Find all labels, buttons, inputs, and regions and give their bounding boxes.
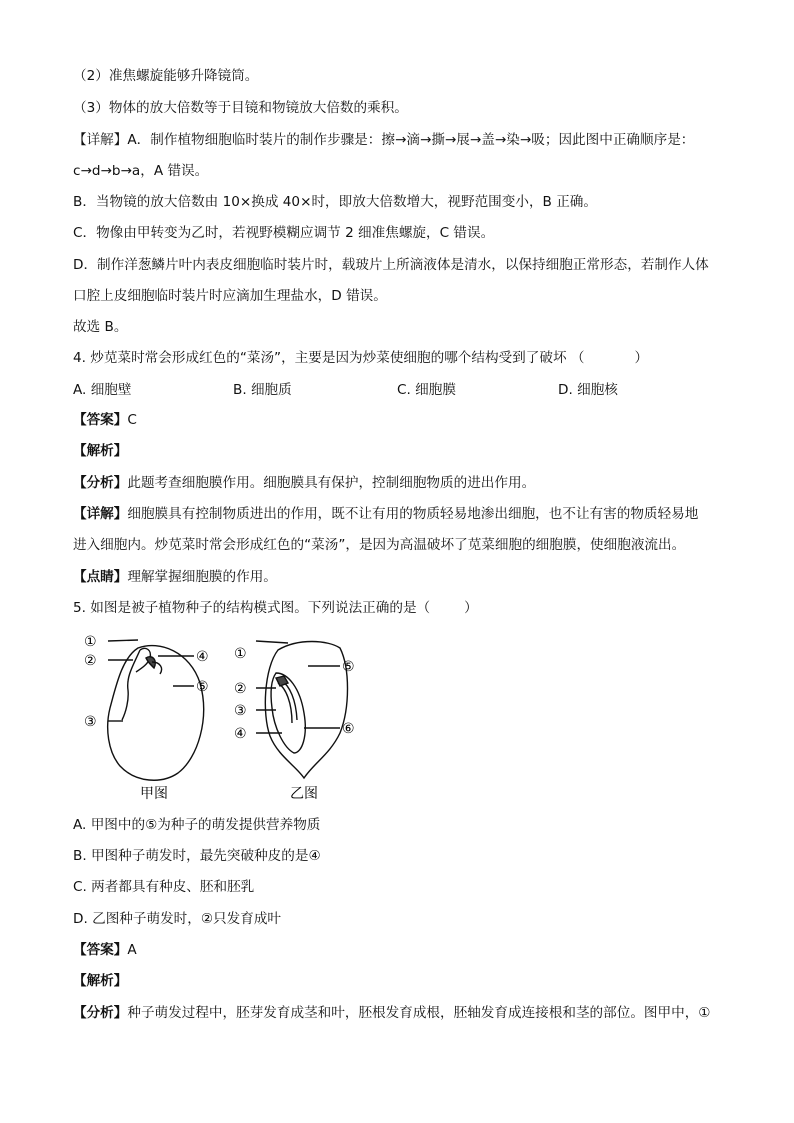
text-line: B．当物镜的放大倍数由 10×换成 40×时，即放大倍数增大，视野范围变小，B 正确。	[73, 194, 597, 210]
yi-figure-caption: 乙图	[290, 786, 318, 802]
label-3: ③	[84, 714, 97, 730]
q4-option-d: D. 细胞核	[558, 382, 618, 398]
seed-structure-figure	[78, 628, 378, 808]
q5-option-a: A. 甲图中的⑤为种子的萌发提供营养物质	[73, 817, 321, 833]
q4-option-a: A. 细胞壁	[73, 382, 132, 398]
fenxi-text: 此题考查细胞膜作用。细胞膜具有保护，控制细胞物质的进出作用。	[127, 475, 536, 491]
label-4: ④	[234, 726, 247, 742]
bean-seed-diagram	[108, 640, 204, 780]
answer-tag: 【答案】	[73, 412, 128, 428]
q5-answer	[73, 940, 137, 960]
question-4-stem	[73, 348, 648, 368]
label-3: ③	[234, 703, 247, 719]
label-2: ②	[84, 653, 97, 669]
q5-option-b: B. 甲图种子萌发时，最先突破种皮的是④	[73, 848, 321, 864]
label-1: ①	[234, 646, 247, 662]
text-line: （2）准焦螺旋能够升降镜筒。	[73, 68, 259, 84]
q4-xiangjie-cont: 进入细胞内。炒苋菜时常会形成红色的“菜汤”，是因为高温破坏了苋菜细胞的细胞膜，使细胞液流出。	[73, 537, 686, 553]
corn-seed-outline	[265, 642, 347, 779]
jia-figure-caption: 甲图	[140, 786, 168, 802]
fenxi-tag: 【分析】	[73, 475, 128, 491]
answer-value: A	[127, 942, 137, 958]
xiangjie-tag: 【详解】	[73, 506, 128, 522]
corn-seed-diagram	[256, 641, 348, 778]
text-line: c→d→b→a，A 错误。	[73, 163, 209, 179]
label-1: ①	[84, 634, 97, 650]
label-2: ②	[234, 681, 247, 697]
leader-line	[256, 641, 288, 643]
q4-option-c: C. 细胞膜	[397, 382, 456, 398]
label-5: ⑤	[342, 659, 355, 675]
text-line: 口腔上皮细胞临时装片时应滴加生理盐水，D 错误。	[73, 288, 387, 304]
question-stem-end: ）	[634, 350, 649, 366]
answer-tag: 【答案】	[73, 942, 128, 958]
text-line: 故选 B。	[73, 319, 128, 335]
label-6: ⑥	[342, 721, 355, 737]
text-line: （3）物体的放大倍数等于目镜和物镜放大倍数的乘积。	[73, 100, 408, 116]
q4-xiangjie	[73, 504, 698, 524]
text-line: C．物像由甲转变为乙时，若视野模糊应调节 2 细准焦螺旋，C 错误。	[73, 225, 495, 241]
answer-value: C	[127, 412, 137, 428]
q5-option-d: D. 乙图种子萌发时，②只发育成叶	[73, 911, 282, 927]
text-line: D．制作洋葱鳞片叶内表皮细胞临时装片时，载玻片上所滴液体是清水，以保持细胞正常形态，若制作人体	[73, 257, 709, 273]
q5-option-c: C. 两者都具有种皮、胚和胚乳	[73, 879, 255, 895]
label-4: ④	[196, 649, 209, 665]
q4-analysis-tag: 【解析】	[73, 443, 128, 459]
q4-dianjing	[73, 567, 277, 587]
label-5: ⑤	[196, 679, 209, 695]
question-stem-text: 5. 如图是被子植物种子的结构模式图。下列说法正确的是（	[73, 600, 431, 616]
text-line: 【详解】A．制作植物细胞临时装片的制作步骤是：擦→滴→撕→展→盖→染→吸；因此图中正确顺序是：	[73, 132, 695, 148]
leader-line	[108, 640, 138, 641]
xiangjie-text: 细胞膜具有控制物质进出的作用，既不让有用的物质轻易地渗出细胞，也不让有害的物质轻易地	[127, 506, 699, 522]
q4-fenxi	[73, 473, 535, 493]
dianjing-text: 理解掌握细胞膜的作用。	[127, 569, 277, 585]
question-stem-text: 4. 炒苋菜时常会形成红色的“菜汤”，主要是因为炒菜使细胞的哪个结构受到了破坏 （	[73, 350, 585, 366]
dianjing-tag: 【点睛】	[73, 569, 128, 585]
corn-embryo	[271, 673, 305, 753]
question-stem-end: ）	[464, 600, 478, 616]
q5-analysis-tag: 【解析】	[73, 973, 128, 989]
fenxi-tag: 【分析】	[73, 1005, 128, 1021]
question-5-stem	[73, 598, 478, 618]
q4-option-b: B. 细胞质	[233, 382, 292, 398]
q5-fenxi	[73, 1003, 711, 1023]
fenxi-text: 种子萌发过程中，胚芽发育成茎和叶，胚根发育成根，胚轴发育成连接根和茎的部位。图甲中，①	[127, 1005, 711, 1021]
q4-answer	[73, 410, 137, 430]
